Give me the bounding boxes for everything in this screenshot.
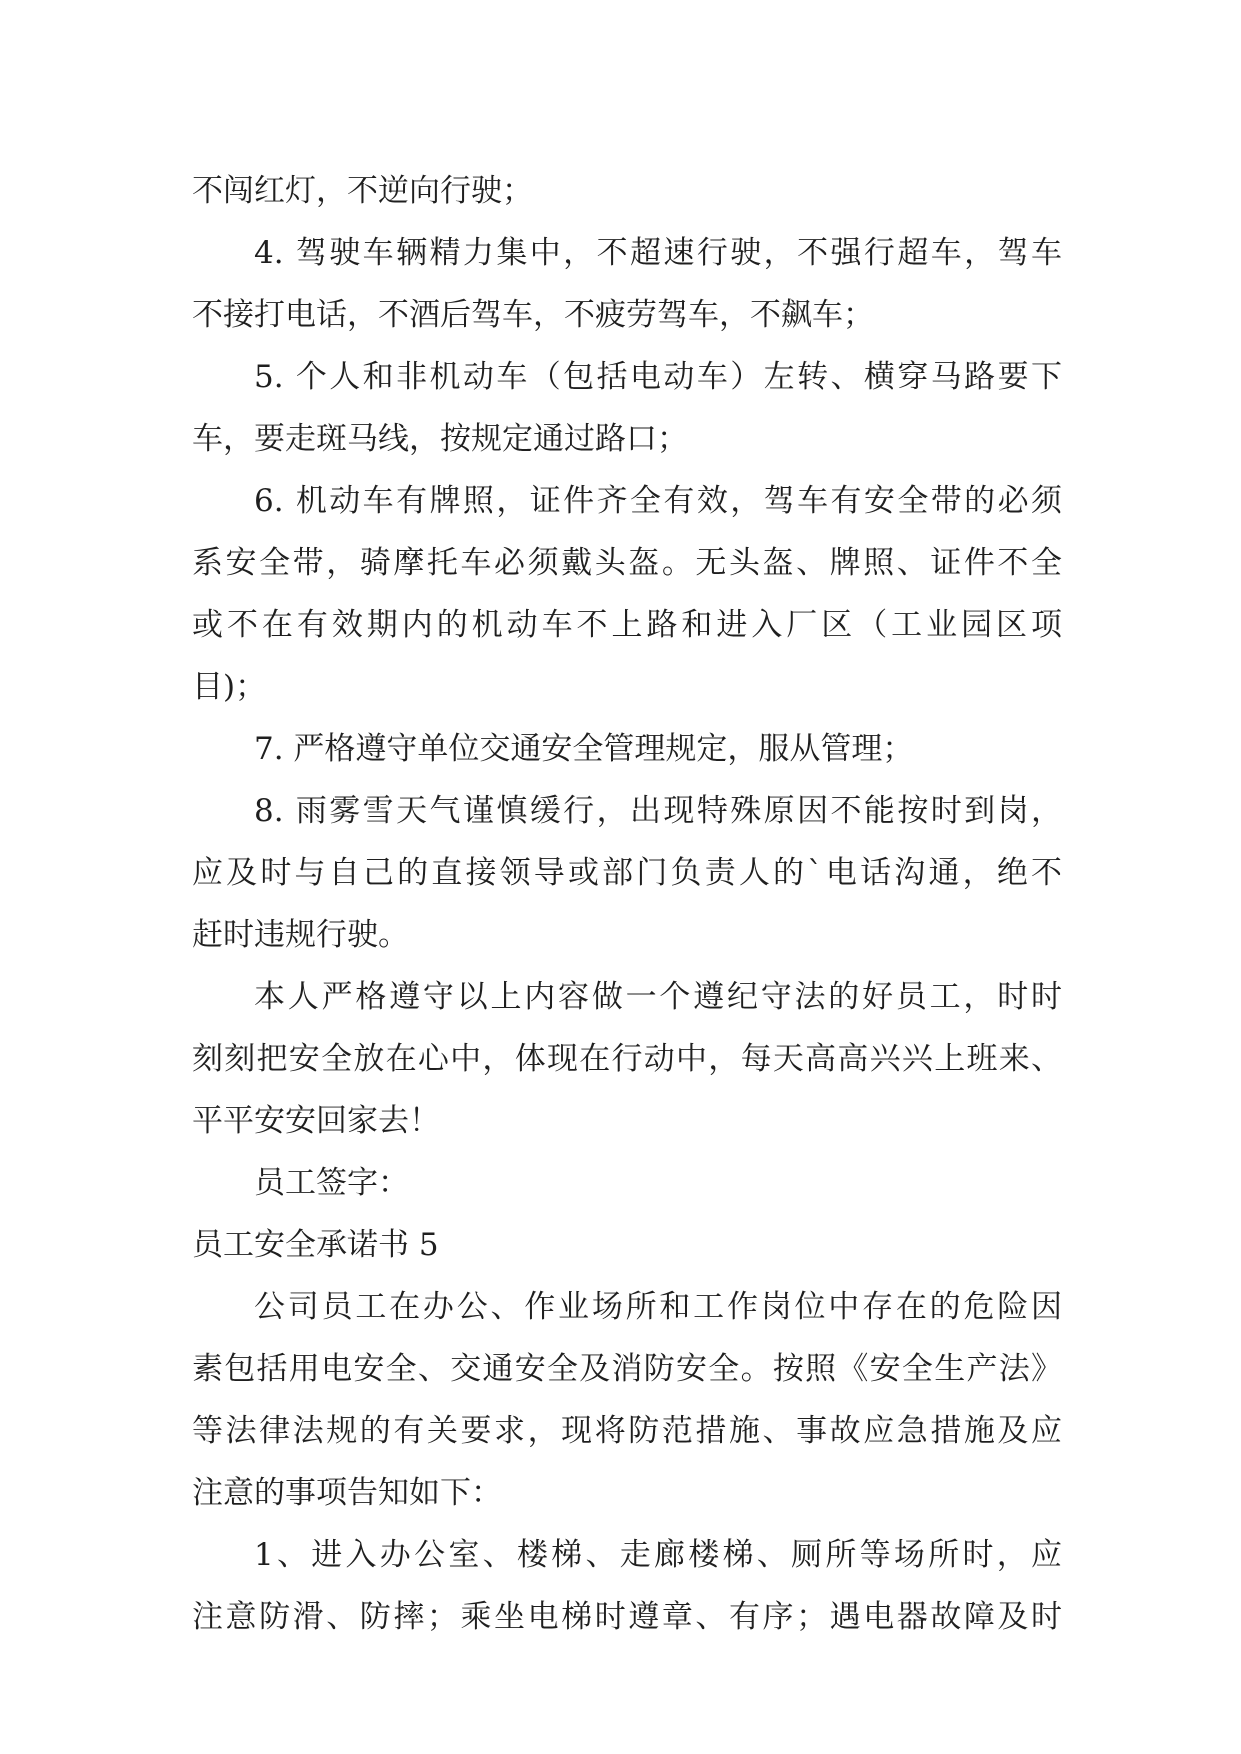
text-line: 素包括用电安全、交通安全及消防安全。按照《安全生产法》 [192,1351,1062,1387]
text-line: 系安全带，骑摩托车必须戴头盔。无头盔、牌照、证件不全 [192,545,1062,581]
text-line: 6. 机动车有牌照，证件齐全有效，驾车有安全带的必须 [254,483,1062,519]
text-line: 5. 个人和非机动车（包括电动车）左转、横穿马路要下 [254,359,1062,395]
text-line: 4. 驾驶车辆精力集中，不超速行驶，不强行超车，驾车 [254,235,1062,271]
text-line: 刻刻把安全放在心中，体现在行动中，每天高高兴兴上班来、 [192,1041,1062,1077]
text-line: 员工签字： [254,1165,409,1201]
text-line: 7. 严格遵守单位交通安全管理规定，服从管理； [254,731,914,767]
text-line: 等法律法规的有关要求，现将防范措施、事故应急措施及应 [192,1413,1062,1449]
text-line: 8. 雨雾雪天气谨慎缓行，出现特殊原因不能按时到岗， [254,793,1062,829]
text-line: 平平安安回家去！ [192,1103,440,1139]
text-line: 不接打电话，不酒后驾车，不疲劳驾车，不飙车； [192,297,874,333]
text-line: 注意的事项告知如下： [192,1475,502,1511]
text-line: 或不在有效期内的机动车不上路和进入厂区（工业园区项 [192,607,1062,643]
text-line: 应及时与自己的直接领导或部门负责人的`电话沟通，绝不 [192,855,1062,891]
text-line: 车，要走斑马线，按规定通过路口； [192,421,688,457]
document-body [192,160,1062,1648]
text-line: 目)； [192,669,267,705]
text-line: 不闯红灯，不逆向行驶； [192,173,533,209]
text-line: 本人严格遵守以上内容做一个遵纪守法的好员工，时时 [254,979,1062,1015]
text-line: 公司员工在办公、作业场所和工作岗位中存在的危险因 [254,1289,1062,1325]
text-line: 注意防滑、防摔；乘坐电梯时遵章、有序；遇电器故障及时 [192,1599,1062,1635]
text-line: 员工安全承诺书 5 [192,1227,439,1263]
text-line: 赶时违规行驶。 [192,917,409,953]
text-line: 1、进入办公室、楼梯、走廊楼梯、厕所等场所时，应 [254,1537,1062,1573]
